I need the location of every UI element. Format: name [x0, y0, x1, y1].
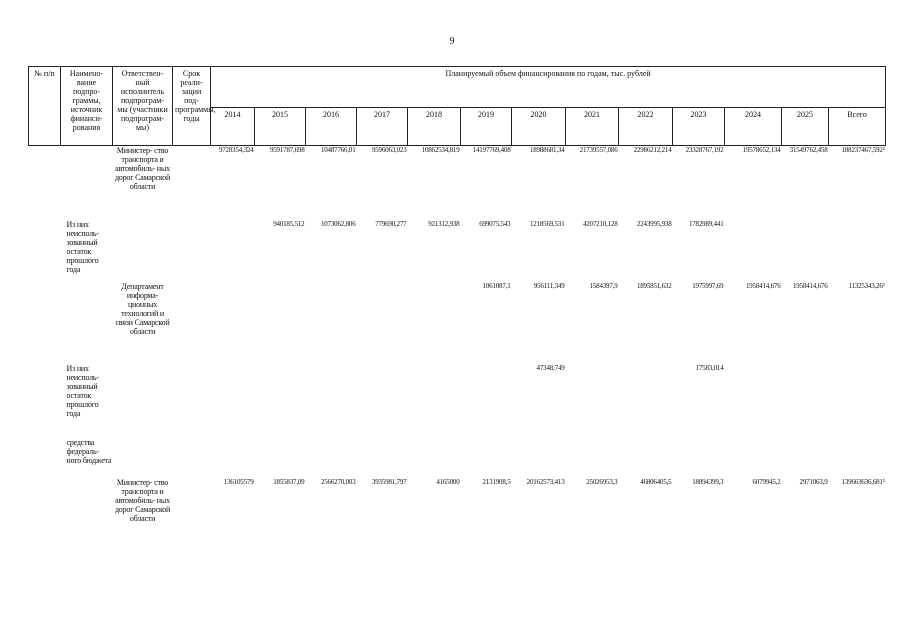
header-year-cell: 2022 — [619, 108, 673, 146]
header-year-cell: 2024 — [725, 108, 782, 146]
header-term: Срок реали- зации под- программы, годы — [173, 67, 211, 146]
value-cell — [211, 220, 255, 282]
table-row — [29, 478, 886, 558]
value-cell — [408, 364, 461, 438]
value-cell: 779690,277 — [375, 219, 407, 228]
value-cell: 46806405,5 — [640, 477, 672, 486]
header-year-cell: 2021 — [566, 108, 619, 146]
header-executor: Ответствен- ный исполнитель подпрограм- мы (участники подпрограм- мы) — [113, 67, 173, 146]
table-row — [29, 364, 886, 438]
row-executor-cell — [113, 220, 173, 282]
value-cell — [306, 364, 357, 438]
value-cell: 921312,938 — [428, 219, 460, 228]
value-cell: 9591787,698 — [269, 146, 305, 154]
value-cell — [357, 438, 408, 478]
row-term-cell — [173, 282, 211, 364]
row-term-cell — [173, 146, 211, 220]
header-year-cell: 2023 — [673, 108, 725, 146]
header-year-cell: 2019 — [461, 108, 512, 146]
row-name-cell: Из них неисполь- зованный остаток прошлого года — [66, 219, 99, 274]
page-number: 9 — [449, 36, 455, 47]
value-cell: 188237467,592² — [841, 146, 885, 154]
row-number-cell — [29, 478, 61, 558]
value-cell — [829, 438, 886, 478]
row-number-cell — [29, 220, 61, 282]
value-cell — [255, 282, 306, 364]
value-cell: 1958414,676 — [792, 281, 828, 290]
value-cell — [357, 364, 408, 438]
value-cell: 1061087,1 — [482, 281, 511, 290]
row-name-cell — [61, 146, 113, 220]
value-cell — [211, 438, 255, 478]
row-number-cell — [29, 282, 61, 364]
row-term-cell — [173, 478, 211, 558]
row-number-cell — [29, 146, 61, 220]
value-cell: 1584397,9 — [589, 281, 618, 290]
row-executor-cell: Министер- ство транспорта и автомобиль- ных дорог Самарской области — [114, 146, 171, 191]
row-name-cell — [61, 282, 113, 364]
value-cell — [725, 438, 782, 478]
value-cell — [829, 220, 886, 282]
table-row — [29, 220, 886, 282]
value-cell — [357, 282, 408, 364]
value-cell: 22986212,214 — [633, 146, 672, 154]
value-cell: 1782989,441 — [688, 219, 724, 228]
value-cell: 18894399,3 — [692, 477, 724, 486]
value-cell: 940185,512 — [273, 219, 305, 228]
value-cell: 2566270,003 — [320, 477, 356, 486]
value-cell — [408, 438, 461, 478]
value-cell — [566, 438, 619, 478]
row-executor-cell: Департамент информа- ционных технологий и связи Самарской области — [115, 281, 170, 336]
value-cell: 1975997,69 — [692, 281, 724, 290]
value-cell: 956111,349 — [533, 281, 565, 290]
header-year-cell: Всего — [829, 108, 886, 146]
value-cell — [619, 364, 673, 438]
value-cell: 20162573,413 — [526, 477, 565, 486]
value-cell — [566, 364, 619, 438]
value-cell: 2971063,9 — [799, 477, 828, 486]
header-number: № п/п — [29, 67, 61, 146]
value-cell: 11325343,26² — [848, 281, 885, 290]
value-cell — [211, 364, 255, 438]
row-executor-cell: Министер- ство транспорта и автомобиль- ных дорог Самарской области — [114, 477, 171, 523]
value-cell: 9728354,324 — [218, 146, 254, 154]
value-cell: 3935981,797 — [371, 477, 407, 486]
value-cell: 17583,014 — [695, 363, 724, 372]
value-cell — [782, 220, 829, 282]
header-year-cell: 2014 — [211, 108, 255, 146]
value-cell: 18988681,34 — [529, 146, 565, 154]
value-cell: 21739557,086 — [579, 146, 618, 154]
value-cell: 1895851,632 — [636, 281, 672, 290]
value-cell: 1073062,806 — [320, 219, 356, 228]
header-year-cell: 2016 — [306, 108, 357, 146]
table-row — [29, 282, 886, 364]
header-year-cell: 2015 — [255, 108, 306, 146]
value-cell: 6079945,2 — [752, 477, 781, 486]
value-cell: 10487766,01 — [320, 146, 356, 154]
value-cell — [725, 220, 782, 282]
value-cell — [255, 364, 306, 438]
header-year-cell: 2025 — [782, 108, 829, 146]
row-number-cell — [29, 364, 61, 438]
row-term-cell — [173, 220, 211, 282]
value-cell — [619, 438, 673, 478]
row-name-cell: средства федераль- ного бюджета — [66, 437, 112, 465]
value-cell: 47348,749 — [536, 363, 565, 372]
value-cell — [461, 364, 512, 438]
value-cell: 136105579 — [223, 477, 254, 486]
value-cell — [255, 438, 306, 478]
header-subprogram-name: Наимено- вание подпро- граммы, источник финанси- рования — [61, 67, 113, 146]
value-cell — [211, 282, 255, 364]
table-row — [29, 146, 886, 220]
value-cell: 699075,543 — [479, 219, 511, 228]
row-name-cell: Из них неисполь- зованный остаток прошлого года — [66, 363, 99, 418]
value-cell — [306, 282, 357, 364]
value-cell — [306, 438, 357, 478]
value-cell: 25026953,3 — [586, 477, 618, 486]
value-cell — [725, 364, 782, 438]
row-term-cell — [173, 438, 211, 478]
header-year-cell: 2020 — [512, 108, 566, 146]
value-cell: 4207210,128 — [582, 219, 618, 228]
value-cell: 2131908,5 — [482, 477, 511, 486]
row-term-cell — [173, 364, 211, 438]
header-year-cell: 2017 — [357, 108, 408, 146]
financing-table — [28, 66, 886, 558]
value-cell: 2243995,938 — [636, 219, 672, 228]
table-row — [29, 438, 886, 478]
value-cell: 1855837,09 — [273, 477, 305, 486]
row-number-cell — [29, 438, 61, 478]
value-cell: 10862534,819 — [421, 146, 460, 154]
row-executor-cell — [113, 438, 173, 478]
value-cell: 14197769,408 — [472, 146, 511, 154]
header-year-cell: 2018 — [408, 108, 461, 146]
value-cell: 1958414,676 — [745, 281, 781, 290]
value-cell: 23328767,192 — [685, 146, 724, 154]
row-name-cell — [61, 478, 113, 558]
row-executor-cell — [113, 364, 173, 438]
value-cell: 139663636,681² — [841, 477, 885, 486]
value-cell — [408, 282, 461, 364]
value-cell: 4165000 — [436, 477, 460, 486]
value-cell — [782, 364, 829, 438]
value-cell — [673, 438, 725, 478]
header-financing-title: Планируемый объем финансирования по годам, тыс. рублей — [211, 67, 886, 108]
value-cell: 19578652,134 — [742, 146, 781, 154]
value-cell — [829, 364, 886, 438]
value-cell: 9596063,023 — [371, 146, 407, 154]
value-cell: 31549762,458 — [789, 146, 828, 154]
value-cell — [782, 438, 829, 478]
value-cell — [512, 438, 566, 478]
value-cell: 1218569,531 — [529, 219, 565, 228]
value-cell — [461, 438, 512, 478]
